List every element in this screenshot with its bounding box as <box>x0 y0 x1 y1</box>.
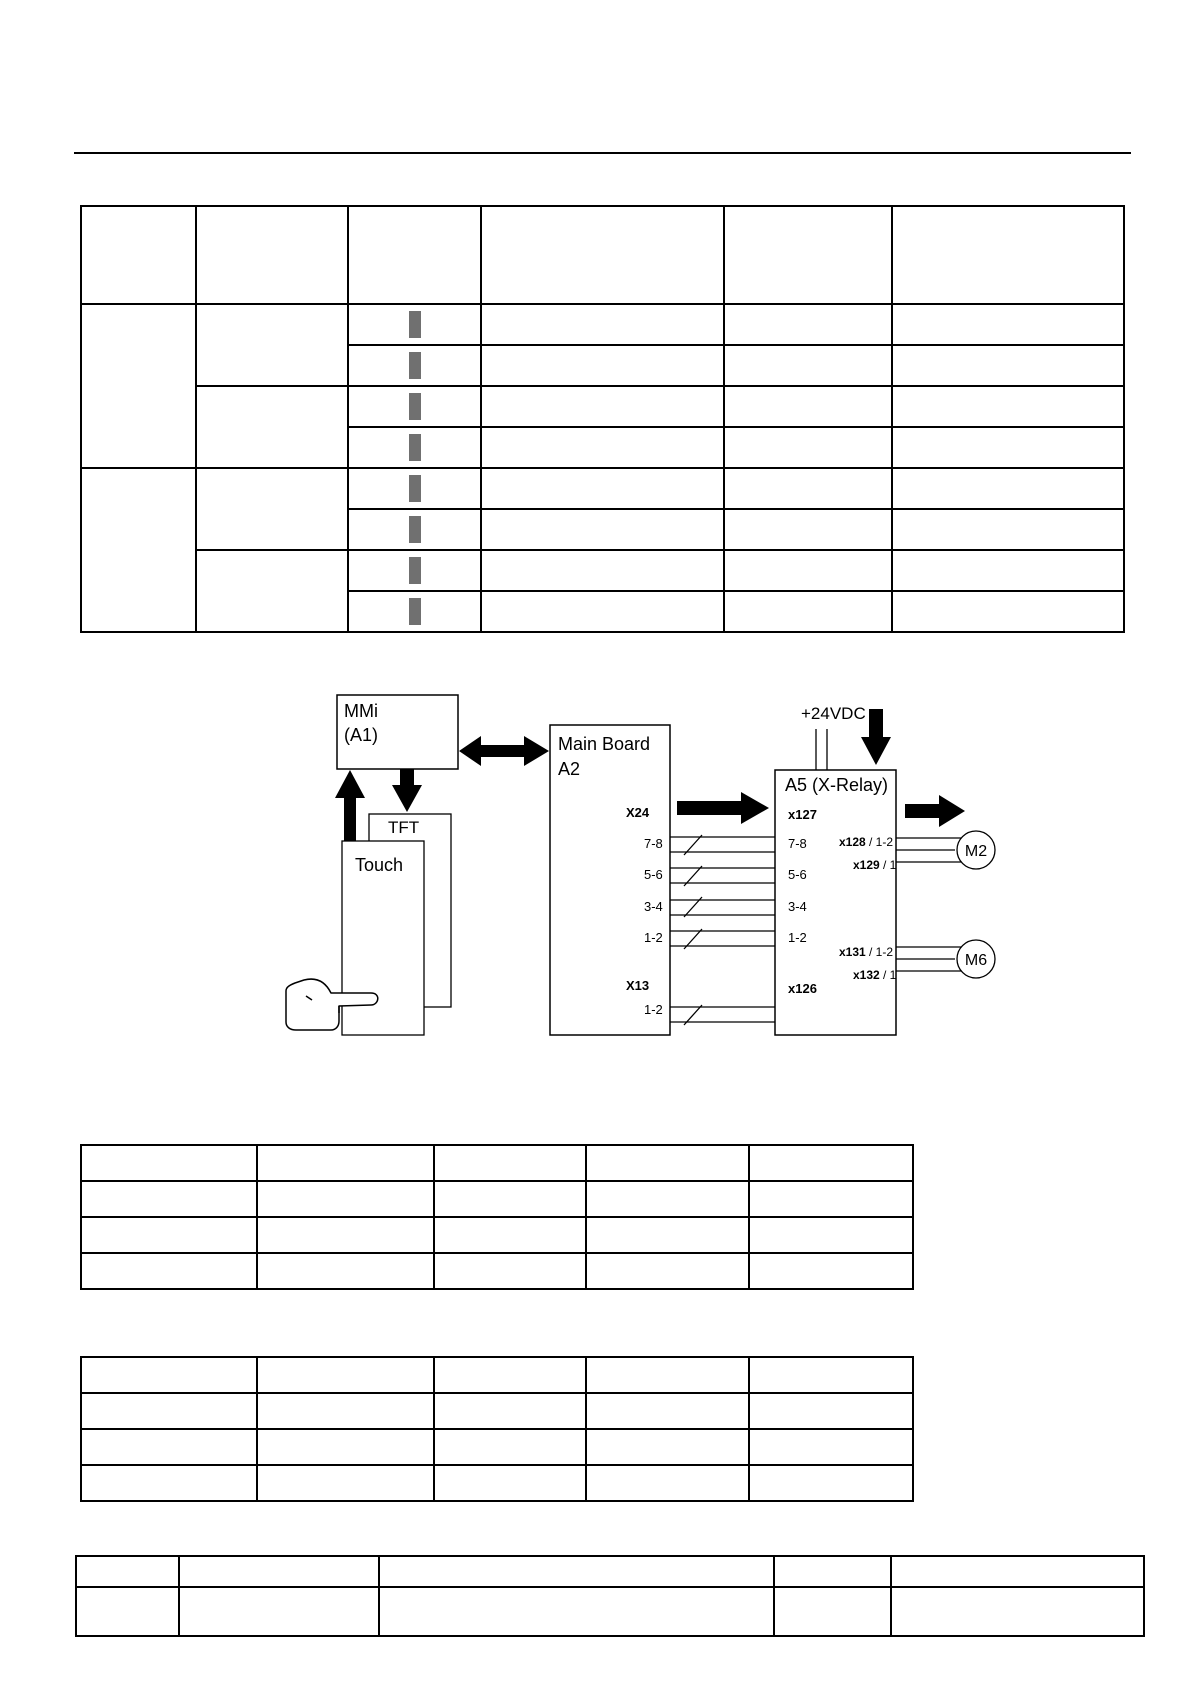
table-3 <box>80 1356 914 1502</box>
table-cell <box>891 1587 1144 1636</box>
x129-label: x129 <box>853 858 880 872</box>
table-cell <box>81 1465 257 1501</box>
x131-pins: / 1-2 <box>869 945 894 959</box>
table-row <box>81 1429 913 1465</box>
x13-pin: 1-2 <box>644 1002 663 1017</box>
table-cell <box>586 1145 749 1181</box>
arrow-right-icon <box>905 795 965 827</box>
table-cell <box>586 1465 749 1501</box>
table-cell <box>81 1429 257 1465</box>
table-row <box>81 1465 913 1501</box>
header-cell <box>774 1556 891 1587</box>
x132-pins: / 1 <box>883 968 897 982</box>
table-cell <box>257 1393 434 1429</box>
table-cell <box>76 1587 179 1636</box>
table-cell <box>434 1357 586 1393</box>
relay-label: A5 (X-Relay) <box>785 775 889 795</box>
table-cell <box>749 1253 913 1289</box>
table-row <box>76 1587 1144 1636</box>
bidirectional-arrow-icon <box>459 736 549 766</box>
table-row <box>81 1145 913 1181</box>
arrow-down-icon <box>392 769 422 812</box>
x127-pin: 5-6 <box>788 867 807 882</box>
table-cell <box>257 1253 434 1289</box>
table-cell <box>434 1253 586 1289</box>
table-cell <box>81 1253 257 1289</box>
x127-pin: 7-8 <box>788 836 807 851</box>
table-cell <box>257 1181 434 1217</box>
x132-label: x132 <box>853 968 880 982</box>
mmi-sublabel: (A1) <box>344 725 379 745</box>
table-cell <box>257 1465 434 1501</box>
x128-label: x128 <box>839 835 866 849</box>
table-cell <box>81 1217 257 1253</box>
table-cell <box>586 1253 749 1289</box>
table-cell <box>586 1357 749 1393</box>
x13-label: X13 <box>626 978 650 993</box>
mmi-label: MMi <box>344 701 378 721</box>
table-cell <box>257 1357 434 1393</box>
tft-label: TFT <box>388 818 420 837</box>
x24-pin: 1-2 <box>644 930 663 945</box>
table-row <box>81 1253 913 1289</box>
table-cell <box>434 1465 586 1501</box>
table-cell <box>749 1465 913 1501</box>
x24-pin: 5-6 <box>644 867 663 882</box>
table-cell <box>434 1393 586 1429</box>
touch-label: Touch <box>355 855 404 875</box>
table-cell <box>81 1393 257 1429</box>
x127-pin: 1-2 <box>788 930 807 945</box>
x127-pin: 3-4 <box>788 899 807 914</box>
x128-pins: / 1-2 <box>869 835 894 849</box>
main-board-label: Main Board <box>558 734 651 754</box>
table-cell <box>586 1393 749 1429</box>
table-row <box>81 1357 913 1393</box>
table-cell <box>257 1145 434 1181</box>
table-header-row <box>76 1556 1144 1587</box>
header-cell <box>179 1556 379 1587</box>
table-2 <box>80 1144 914 1290</box>
table-row <box>81 1217 913 1253</box>
x131-label: x131 <box>839 945 866 959</box>
x126-label: x126 <box>788 981 817 996</box>
table-cell <box>586 1181 749 1217</box>
table-cell <box>257 1429 434 1465</box>
motor-m2-label: M2 <box>964 843 988 860</box>
table-cell <box>749 1429 913 1465</box>
x24-pin: 3-4 <box>644 899 663 914</box>
table-row <box>81 1393 913 1429</box>
table-cell <box>586 1429 749 1465</box>
arrow-right-icon <box>677 792 769 824</box>
supply-label: +24VDC <box>801 704 866 723</box>
table-cell <box>81 1145 257 1181</box>
table-cell <box>774 1587 891 1636</box>
x24-x127-wiring <box>670 837 775 1022</box>
table-cell <box>586 1217 749 1253</box>
table-cell <box>749 1217 913 1253</box>
table-cell <box>434 1429 586 1465</box>
table-cell <box>749 1357 913 1393</box>
footer-table <box>75 1555 1145 1637</box>
table-cell <box>749 1181 913 1217</box>
header-cell <box>891 1556 1144 1587</box>
main-board-sublabel: A2 <box>558 759 581 779</box>
table-cell <box>434 1217 586 1253</box>
header-cell <box>379 1556 774 1587</box>
table-cell <box>257 1217 434 1253</box>
x129-pins: / 1 <box>883 858 897 872</box>
table-cell <box>81 1181 257 1217</box>
table-row <box>81 1181 913 1217</box>
table-cell <box>434 1145 586 1181</box>
x24-pin: 7-8 <box>644 836 663 851</box>
header-cell <box>76 1556 179 1587</box>
table-cell <box>434 1181 586 1217</box>
x127-label: x127 <box>788 807 817 822</box>
table-cell <box>749 1145 913 1181</box>
table-cell <box>81 1357 257 1393</box>
motor-m6-label: M6 <box>964 952 988 969</box>
m6-wiring <box>896 947 967 971</box>
table-cell <box>749 1393 913 1429</box>
x24-label: X24 <box>626 805 650 820</box>
m2-wiring <box>896 838 967 862</box>
table-cell <box>379 1587 774 1636</box>
table-cell <box>179 1587 379 1636</box>
arrow-up-icon <box>335 770 365 841</box>
